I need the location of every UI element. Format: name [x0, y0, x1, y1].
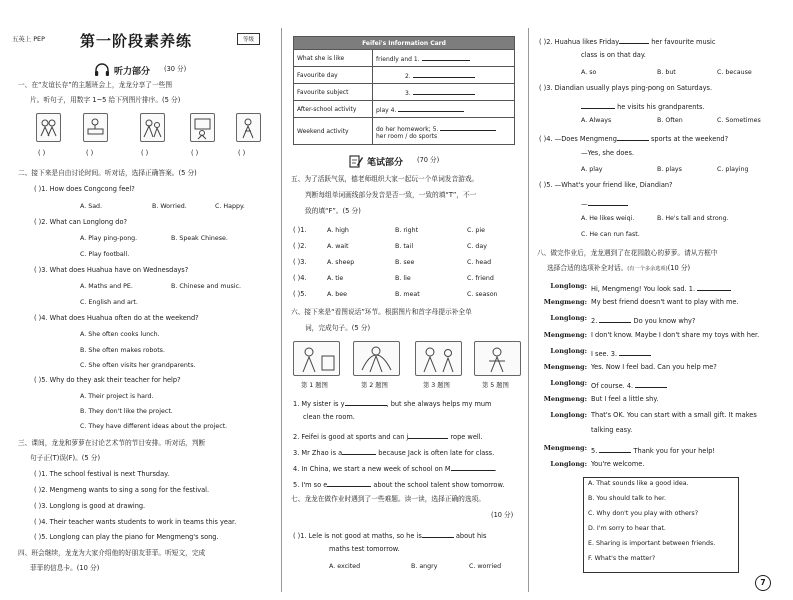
q3-instruction: 三、课间，龙龙和萝萝在讨论艺术节的节目安排。听对话，判断 [18, 439, 206, 447]
card-label-3: Favourite subject [294, 84, 373, 101]
q2-4-option-b: B. She often makes robots. [80, 347, 165, 354]
q3-item-2: ( )2. Mengmeng wants to sing a song for the festival. [34, 486, 210, 494]
page-title: 第一阶段素养练 [80, 32, 193, 50]
q6-item-1-line2: clean the room. [303, 413, 355, 421]
q6-item-1[interactable]: 1. My sister is y , but she always helps my mum [293, 400, 492, 408]
q7-3-option-a: A. Always [581, 117, 612, 124]
q7-item-4[interactable]: ( )4. —Does Mengmeng sports at the weekend? [539, 135, 729, 143]
q4-instruction: 四、班会继续，龙龙为大家介绍他的好朋友菲菲。听短文，完成 [18, 549, 206, 557]
column-right [533, 0, 788, 600]
q6-caption-3: 第 3 题图 [423, 382, 450, 389]
dialogue-speaker-8: Mengmeng: [543, 395, 587, 403]
q7-1-option-a: A. excited [329, 563, 361, 570]
q7-2-option-a: A. so [581, 69, 597, 76]
dialogue-speaker-9: Longlong: [550, 411, 587, 419]
q5-1-word-b: B. right [395, 227, 419, 234]
q2-3-option-a: A. Maths and PE. [80, 283, 133, 290]
q7-item-4-line2: —Yes, she does. [581, 149, 635, 157]
q2-item-3: ( )3. What does Huahua have on Wednesdays? [34, 266, 189, 274]
information-card [293, 36, 515, 145]
dialogue-line-1[interactable]: Hi, Mengmeng! You look sad. 1. [591, 283, 731, 293]
q6-item-4[interactable]: 4. In China, we start a new week of school on M . [293, 465, 497, 473]
order-bracket-5[interactable]: ( ) [238, 149, 246, 157]
q6-item-5[interactable]: 5. I'm so e about the school talent show tomorrow. [293, 481, 505, 489]
q5-3-word-c: C. head [467, 259, 492, 266]
q7-item-5: ( )5. —What's your friend like, Diandian? [539, 181, 673, 189]
card-value-1[interactable]: friendly and 1. [373, 50, 515, 67]
dialogue-speaker-4: Mengmeng: [543, 331, 587, 339]
order-bracket-3[interactable]: ( ) [141, 149, 149, 157]
column-listening [8, 0, 272, 600]
dialogue-speaker-11: Longlong: [550, 460, 587, 468]
headphones-icon [94, 62, 110, 81]
q5-instruction-3: 致的填“F”。(5 分) [305, 207, 361, 215]
listening-heading: 听力部分 [114, 67, 151, 77]
dialogue-line-3[interactable]: 2. Do you know why? [591, 317, 696, 325]
q3-item-5: ( )5. Longlong can play the piano for Mengmeng's song. [34, 533, 219, 541]
q2-1-option-b: B. Worried. [152, 203, 187, 210]
q6-picture-3 [415, 341, 462, 376]
q5-5-word-c: C. season [467, 291, 498, 298]
q7-3-option-c: C. Sometimes [717, 117, 761, 124]
q2-5-option-a: A. Their project is hard. [80, 393, 154, 400]
q4-instruction-2: 菲菲的信息卡。(10 分) [30, 564, 100, 572]
writing-heading: 笔试部分 [367, 158, 404, 168]
dialogue-line-4: I don't know. Maybe I don't share my toys with her. [591, 331, 760, 339]
listening-picture-2 [83, 113, 108, 142]
q6-caption-1: 第 1 题图 [301, 382, 328, 389]
listening-points: (30 分) [164, 65, 187, 73]
q6-caption-2: 第 2 题图 [361, 382, 388, 389]
dialogue-speaker-1: Longlong: [550, 282, 587, 290]
card-label-5: Weekend activity [294, 118, 373, 145]
column-divider [281, 28, 282, 592]
q3-item-3: ( )3. Longlong is good at drawing. [34, 502, 146, 510]
q7-1-option-b: B. angry [411, 563, 438, 570]
q2-instruction: 二、接下来是自由讨论时间。听对话，选择正确答案。(5 分) [18, 169, 197, 177]
q5-2-word-a: A. wait [327, 243, 349, 250]
dialogue-speaker-2: Mengmeng: [543, 298, 587, 306]
q2-3-option-b: B. Chinese and music. [171, 283, 241, 290]
dialogue-line-10[interactable]: 5. Thank you for your help! [591, 447, 716, 455]
q6-item-2[interactable]: 2. Feifei is good at sports and can j rope well. [293, 433, 483, 441]
listening-picture-3 [140, 113, 165, 142]
card-label-1: What she is like [294, 50, 373, 67]
q2-item-1: ( )1. How does Congcong feel? [34, 185, 135, 193]
listening-picture-5 [236, 113, 261, 142]
order-bracket-4[interactable]: ( ) [191, 149, 199, 157]
q6-picture-4 [474, 341, 521, 376]
q5-2-word-b: B. tail [395, 243, 414, 250]
dialogue-options-box [583, 477, 739, 573]
q7-item-5-line2[interactable]: — [581, 198, 628, 208]
card-value-5[interactable]: do her homework; 5. her room / do sports [373, 118, 515, 145]
dialogue-option-e: E. Sharing is important between friends. [588, 540, 716, 547]
q6-instruction: 六、接下来是“看图说话”环节。根据图片和首字母提示补全单 [291, 308, 472, 316]
q7-4-option-c: C. playing [717, 166, 749, 173]
q5-4-word-b: B. lie [395, 275, 411, 282]
q7-5-option-c: C. He can run fast. [581, 231, 640, 238]
dialogue-speaker-3: Longlong: [550, 314, 587, 322]
q7-4-option-a: A. play [581, 166, 603, 173]
q5-4-word-a: A. tie [327, 275, 344, 282]
q2-1-option-a: A. Sad. [80, 203, 103, 210]
dialogue-line-6: Yes. Now I feel bad. Can you help me? [591, 363, 717, 371]
q3-instruction-2: 句子正(T)误(F)。(5 分) [30, 454, 101, 462]
q7-item-1[interactable]: ( )1. Lele is not good at maths, so he is about his [293, 532, 487, 540]
q7-5-option-b: B. He's tall and strong. [657, 215, 729, 222]
grade-label: 五英上 PEP [12, 35, 45, 43]
q2-item-4: ( )4. What does Huahua often do at the weekend? [34, 314, 199, 322]
listening-picture-4 [190, 113, 215, 142]
q6-picture-2 [353, 341, 400, 376]
q5-3-word-a: A. sheep [327, 259, 355, 266]
dialogue-line-11: You're welcome. [591, 460, 645, 468]
q5-item-2: ( )2. [293, 242, 307, 250]
q7-points: (10 分) [491, 511, 514, 519]
q7-item-1-line2: maths test tomorrow. [329, 545, 400, 553]
q5-2-word-c: C. day [467, 243, 487, 250]
dialogue-option-b: B. You should talk to her. [588, 495, 666, 502]
q5-5-word-a: A. bee [327, 291, 347, 298]
q5-item-5: ( )5. [293, 290, 307, 298]
column-divider-2 [528, 28, 529, 592]
order-bracket-1[interactable]: ( ) [38, 149, 46, 157]
dialogue-line-8: But I feel a little shy. [591, 395, 659, 403]
dialogue-option-a: A. That sounds like a good idea. [588, 480, 689, 487]
card-label-4: After-school activity [294, 101, 373, 118]
q7-item-2-line2: class is on that day. [581, 51, 646, 59]
column-middle [285, 0, 523, 600]
q6-caption-4: 第 5 题图 [482, 382, 509, 389]
dialogue-option-f: F. What's the matter? [588, 555, 656, 562]
writing-points: (70 分) [417, 156, 440, 164]
q6-instruction-2: 词，完成句子。(5 分) [305, 324, 371, 332]
dialogue-option-d: D. I'm sorry to hear that. [588, 525, 666, 532]
dialogue-line-9: That's OK. You can start with a small gift. It makes [591, 411, 757, 419]
q7-2-option-c: C. because [717, 69, 752, 76]
dialogue-option-c: C. Why don't you play with others? [588, 510, 699, 517]
dialogue-speaker-10: Mengmeng: [543, 444, 587, 452]
dialogue-line-9b: talking easy. [591, 426, 633, 434]
dialogue-speaker-6: Mengmeng: [543, 363, 587, 371]
card-label-2: Favourite day [294, 67, 373, 84]
q1-instruction: 一、在“友谊长存”的主题班会上，龙龙分享了一些图 [18, 81, 173, 89]
q2-5-option-b: B. They don't like the project. [80, 408, 173, 415]
dialogue-line-2: My best friend doesn't want to play with me. [591, 298, 739, 306]
q5-item-1: ( )1. [293, 226, 307, 234]
q3-item-1: ( )1. The school festival is next Thursday. [34, 470, 170, 478]
q2-item-2: ( )2. What can Longlong do? [34, 218, 127, 226]
pencil-note-icon [349, 153, 363, 172]
q2-2-option-b: B. Speak Chinese. [171, 235, 228, 242]
dialogue-speaker-5: Longlong: [550, 347, 587, 355]
listening-picture-1 [36, 113, 61, 142]
q7-1-option-c: C. worried [469, 563, 502, 570]
dialogue-speaker-7: Longlong: [550, 379, 587, 387]
q5-5-word-b: B. meat [395, 291, 420, 298]
q5-item-4: ( )4. [293, 274, 307, 282]
dialogue-line-5[interactable]: I see. 3. [591, 348, 651, 358]
q5-instruction-2: 判断每组单词画线部分发音是否一致，一致的填“T”，不一 [305, 191, 477, 199]
q2-3-option-c: C. English and art. [80, 299, 138, 306]
q5-instruction: 五、为了活跃气氛，德老师组织大家一起玩一个单词发音游戏。 [291, 175, 479, 183]
page-number: 7 [755, 575, 771, 591]
card-value-3[interactable]: 3. [373, 84, 515, 101]
q2-item-5: ( )5. Why do they ask their teacher for help? [34, 376, 181, 384]
order-bracket-2[interactable]: ( ) [86, 149, 94, 157]
q2-4-option-c: C. She often visits her grandparents. [80, 362, 196, 369]
card-value-2[interactable]: 2. [373, 67, 515, 84]
q3-item-4: ( )4. Their teacher wants students to work in teams this year. [34, 518, 237, 526]
q7-item-2[interactable]: ( )2. Huahua likes Friday her favourite music [539, 38, 716, 46]
q7-4-option-b: B. plays [657, 166, 682, 173]
q7-2-option-b: B. but [657, 69, 676, 76]
q7-3-option-b: B. Often [657, 117, 683, 124]
q2-2-option-a: A. Play ping-pong. [80, 235, 138, 242]
q5-item-3: ( )3. [293, 258, 307, 266]
q8-instruction-2: 选择合适的选项补全对话。(有一个多余选项)(10 分) [547, 264, 691, 272]
card-value-4[interactable]: play 4. [373, 101, 515, 118]
q1-instruction-2: 片。听句子，用数字 1~5 给下列图片排序。(5 分) [30, 96, 181, 104]
score-box: 等级 [237, 33, 260, 45]
q6-item-3[interactable]: 3. Mr Zhao is a because Jack is often late for class. [293, 449, 495, 457]
q5-4-word-c: C. friend [467, 275, 494, 282]
q5-1-word-a: A. high [327, 227, 349, 234]
q5-1-word-c: C. pie [467, 227, 486, 234]
q5-3-word-b: B. see [395, 259, 415, 266]
q7-instruction: 七、龙龙在做作业时遇到了一些难题。读一读，选择正确的选项。 [291, 495, 485, 503]
q6-picture-1 [293, 341, 340, 376]
q7-5-option-a: A. He likes weiqi. [581, 215, 635, 222]
q2-4-option-a: A. She often cooks lunch. [80, 331, 160, 338]
q7-item-3: ( )3. Diandian usually plays ping-pong on Saturdays. [539, 84, 713, 92]
dialogue-line-7[interactable]: Of course. 4. [591, 380, 667, 390]
q8-instruction: 八、做完作业后，龙龙遇到了在花园散心的萝萝。请从方框中 [537, 249, 718, 257]
q2-2-option-c: C. Play football. [80, 251, 130, 258]
q2-5-option-c: C. They have different ideas about the project. [80, 423, 228, 430]
q2-1-option-c: C. Happy. [215, 203, 245, 210]
q7-item-3-line2[interactable]: he visits his grandparents. [581, 101, 705, 111]
card-title: Feifei's Information Card [294, 37, 515, 50]
